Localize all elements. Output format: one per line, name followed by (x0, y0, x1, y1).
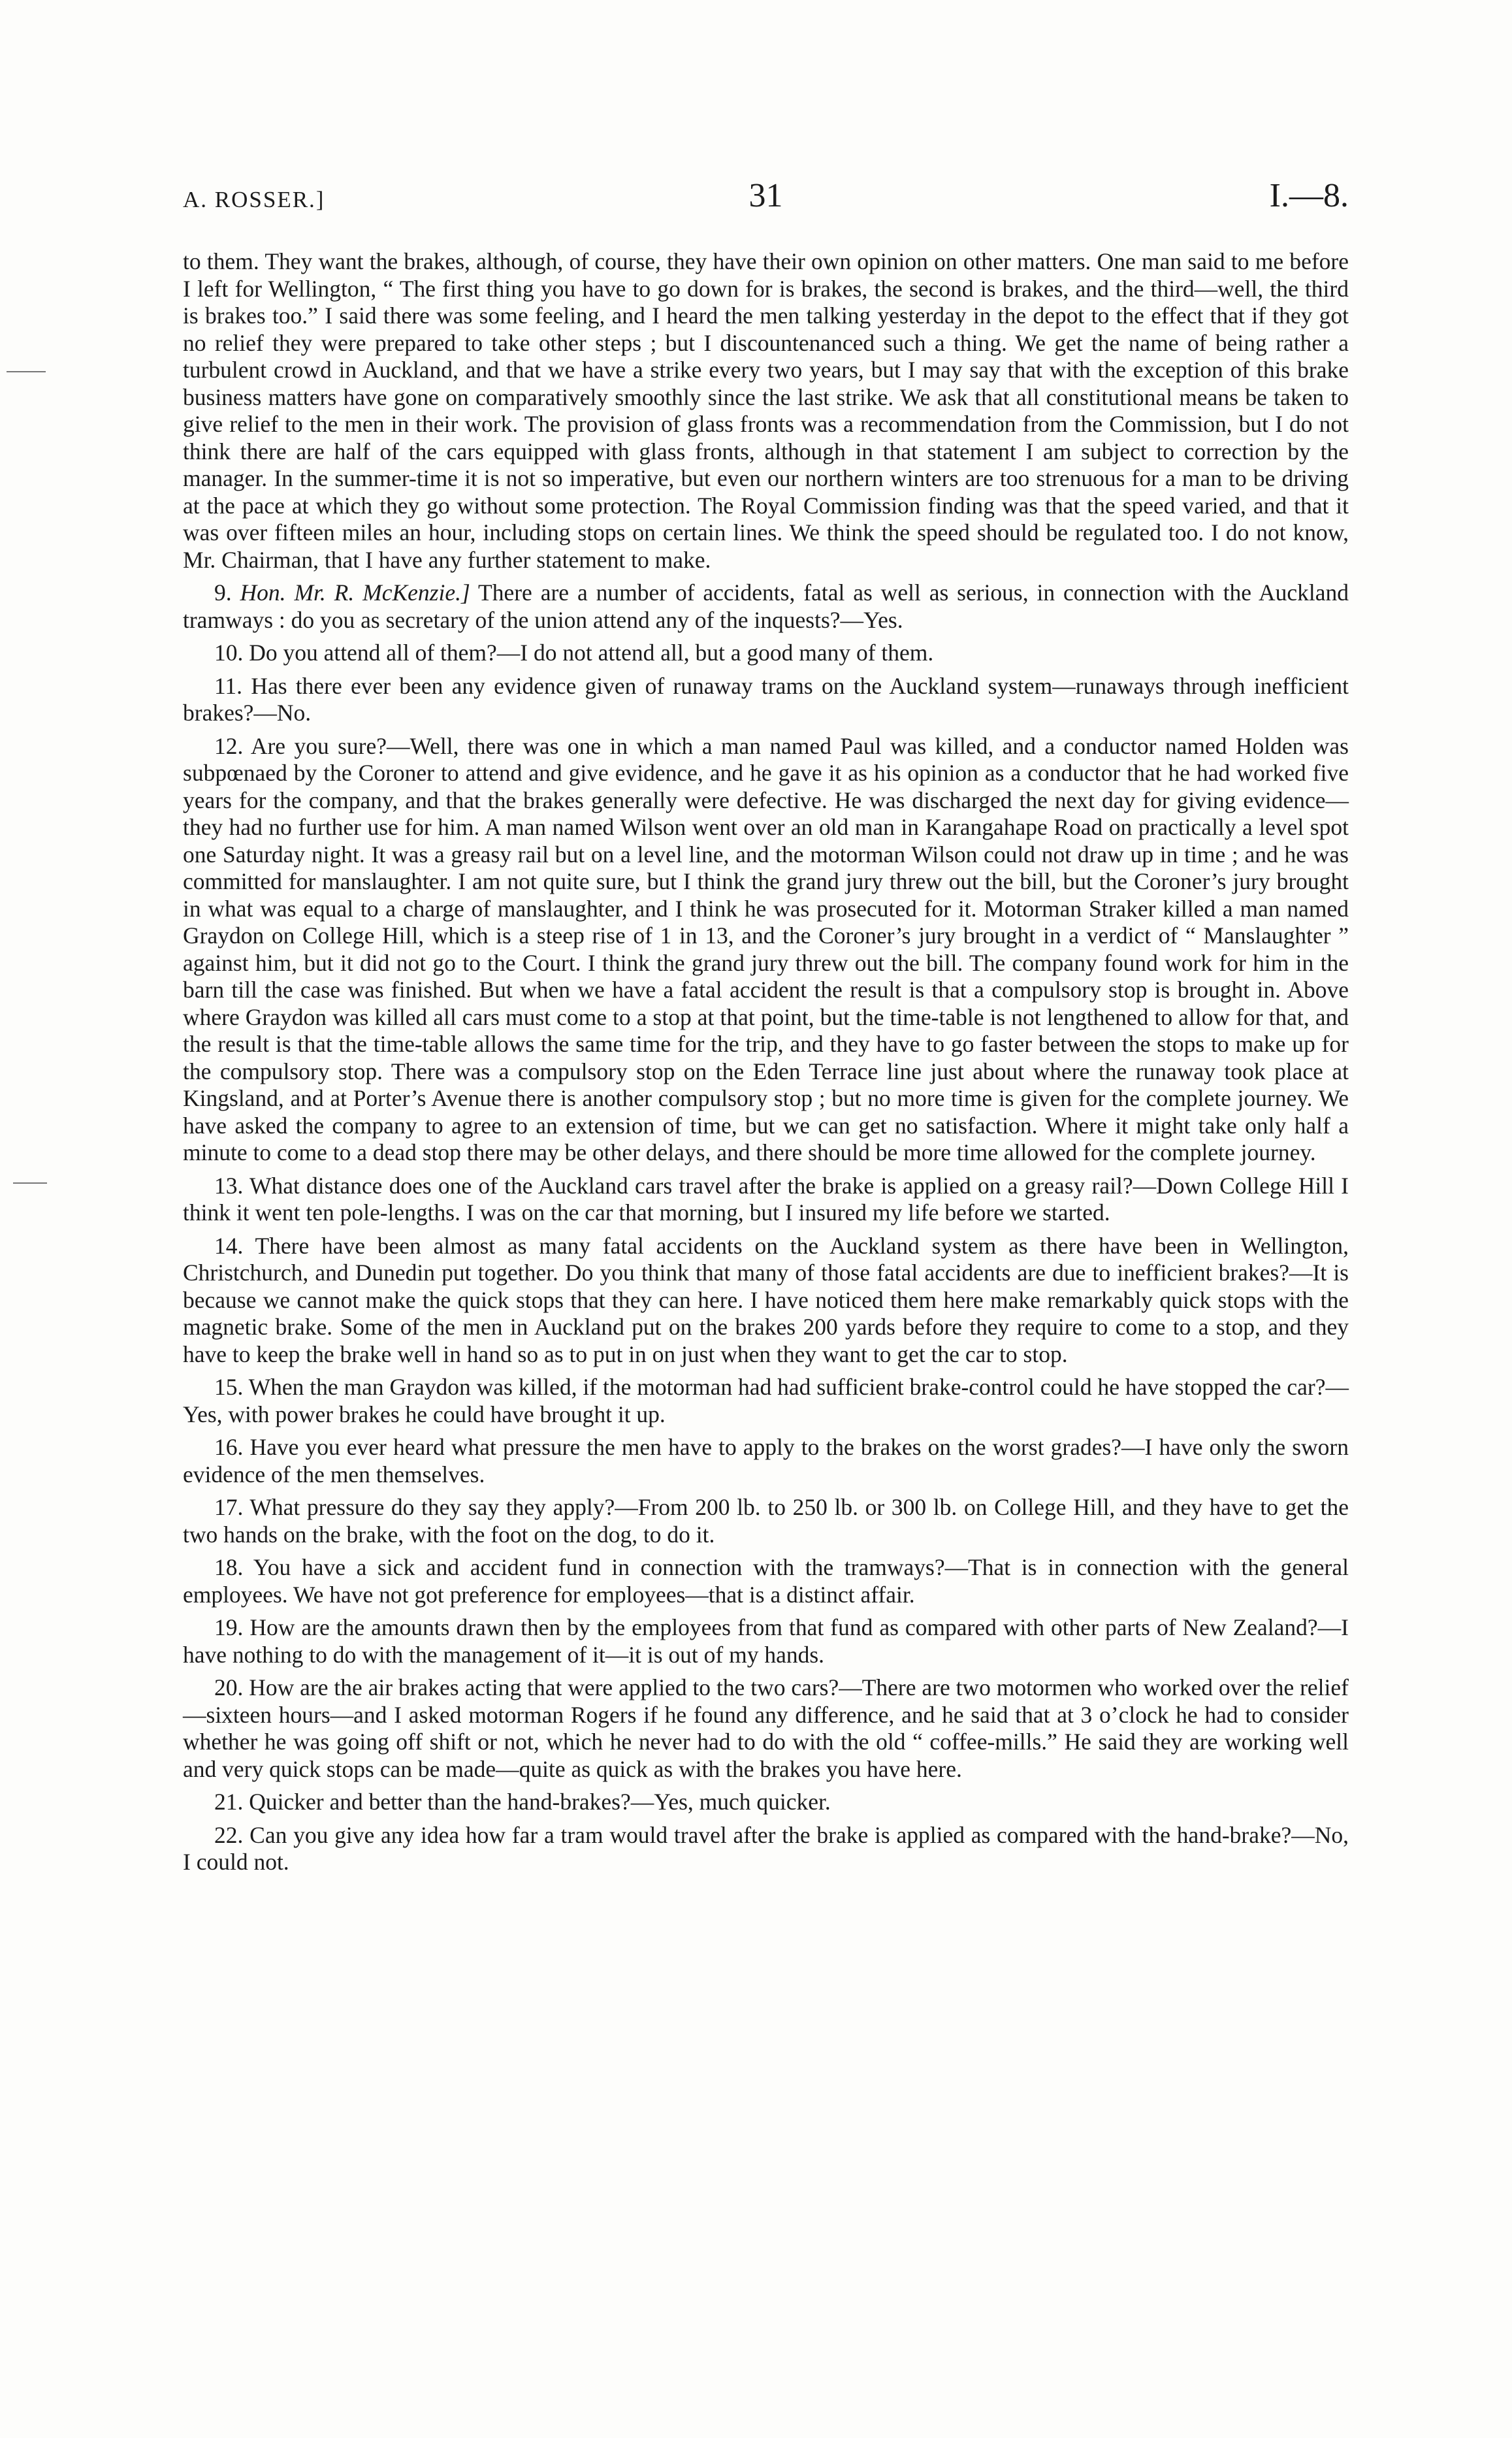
paragraph: 11. Has there ever been any evidence given of runaway trams on the Auckland system—runaways through inefficient brakes?—No. (183, 672, 1349, 726)
paragraph (183, 579, 1349, 634)
paragraph: 18. You have a sick and accident fund in connection with the tramways?—That is in connection with the general employees. We have not got preference for employees—that is a distinct affair. (183, 1554, 1349, 1608)
witness-name-header: A. ROSSER.] (183, 187, 325, 212)
paragraph: 16. Have you ever heard what pressure the men have to apply to the brakes on the worst grades?—I have only the sworn evidence of the men themselves. (183, 1434, 1349, 1487)
paragraph: 12. Are you sure?—Well, there was one in which a man named Paul was killed, and a conductor named Holden was subpœnaed by the Coroner to attend and give evidence, and he gave it as his opinion as a conductor that he had worked five years for the company, and that the brakes generally were defective. He was discharged the next day for giving evidence—they had no further use for him. A man named Wilson went over an old man in Karangahape Road on practically a level spot one Saturday night. It was a greasy rail but on a level line, and the motorman Wilson could not draw up in time ; and he was committed for manslaughter. I am not quite sure, but I think the grand jury threw out the bill, but the Coroner’s jury brought in what was equal to a charge of manslaughter, and I think he was prosecuted for it. Motorman Straker killed a man named Graydon on College Hill, which is a steep rise of 1 in 13, and the Coroner’s jury brought in a verdict of “ Manslaughter ” against him, but it did not go to the Court. I think the grand jury threw out the bill. The company found work for him in the barn till the case was finished. But when we have a fatal accident the result is that a compulsory stop is brought in. Above where Graydon was killed all cars must come to a stop at that point, but the time-table is not lengthened to allow for that, and the result is that the time-table allows the same time for the trip, and they have to go faster between the stops to make up for the compulsory stop. There was a compulsory stop on the Eden Terrace line just about where the runaway took place at Kingsland, and at Porter’s Avenue there is another compulsory stop ; but no more time is given for the complete journey. We have asked the company to agree to an extension of time, but we can get no satisfaction. Where it might take only half a minute to come to a dead stop there may be other delays, and there should be more time allowed for the complete journey. (183, 732, 1349, 1165)
page-number: 31 (748, 177, 783, 214)
question-text: There are a number of accidents, fatal as well as serious, in connection with the Auckland tramways : do you as secretary of the union attend any of the inquests?—Yes. (183, 579, 1349, 633)
paragraph: 21. Quicker and better than the hand-brakes?—Yes, much quicker. (214, 1789, 831, 1815)
question-number: 9. (214, 579, 240, 606)
document-reference: I.—8. (1269, 177, 1349, 214)
paragraph: to them. They want the brakes, although, of course, they have their own opinion on other matters. One man said to me before I left for Wellington, “ The first thing you have to go down for is brakes, the second is brakes, and the third—well, the third is brakes too.” I said there was some feeling, and I heard the men talking yesterday in the depot to the effect that if they got no relief they were prepared to take other steps ; but I discountenanced such a thing. We get the name of being rather a turbulent crowd in Auckland, and that we have a strike every two years, but I may say that with the exception of this brake business matters have gone on comparatively smoothly since the last strike. We ask that all constitutional means be taken to give relief to the men in their work. The provision of glass fronts was a recommendation from the Commission, but I do not think there are half of the cars equipped with glass fronts, although in that statement I am subject to correction by the manager. In the summer-time it is not so imperative, but even our northern winters are too strenuous for a man to be driving at the pace at which they go without some protection. The Royal Commission finding was that the speed varied, and that it was over fifteen miles an hour, including stops on certain lines. We think the speed should be regulated too. I do not know, Mr. Chairman, that I have any further statement to make. (183, 248, 1349, 573)
paragraph: 19. How are the amounts drawn then by the employees from that fund as compared with other parts of New Zealand?—I have nothing to do with the management of it—it is out of my hands. (183, 1614, 1349, 1668)
speaker-name: Hon. Mr. R. McKenzie.] (240, 579, 470, 606)
testimony-body (183, 248, 1349, 1882)
paragraph: 10. Do you attend all of them?—I do not attend all, but a good many of them. (214, 640, 934, 666)
paragraph: 14. There have been almost as many fatal accidents on the Auckland system as there have been in Wellington, Christchurch, and Dunedin put together. Do you think that many of those fatal accidents are due to inefficient brakes?—It is because we cannot make the quick stops that they can here. I have noticed them here make remarkably quick stops with the magnetic brake. Some of the men in Auckland put on the brakes 200 yards before they require to come to a stop, and they have to keep the brake well in hand so as to put in on just when they want to get the car to stop. (183, 1232, 1349, 1367)
paragraph: 13. What distance does one of the Auckland cars travel after the brake is applied on a greasy rail?—Down College Hill I think it went ten pole-lengths. I was on the car that morning, but I insured my life before we started. (183, 1172, 1349, 1226)
paragraph: 17. What pressure do they say they apply?—From 200 lb. to 250 lb. or 300 lb. on College Hill, and they have to get the two hands on the brake, with the foot on the dog, to do it. (183, 1494, 1349, 1548)
paragraph: 22. Can you give any idea how far a tram would travel after the brake is applied as compared with the hand-brake?—No, I could not. (183, 1821, 1349, 1875)
margin-mark (7, 371, 46, 372)
paragraph: 20. How are the air brakes acting that were applied to the two cars?—There are two motormen who worked over the relief—sixteen hours—and I asked motorman Rogers if he found any difference, and he said that at 3 o’clock he had to consider whether he was going off shift or not, which he never had to do with the old “ coffee-mills.” He said they are working well and very quick stops can be made—quite as quick as with the brakes you have here. (183, 1674, 1349, 1782)
paragraph: 15. When the man Graydon was killed, if the motorman had had sufficient brake-control could he have stopped the car?—Yes, with power brakes he could have brought it up. (183, 1374, 1349, 1427)
page-header (183, 171, 1349, 217)
margin-mark (13, 1182, 47, 1184)
